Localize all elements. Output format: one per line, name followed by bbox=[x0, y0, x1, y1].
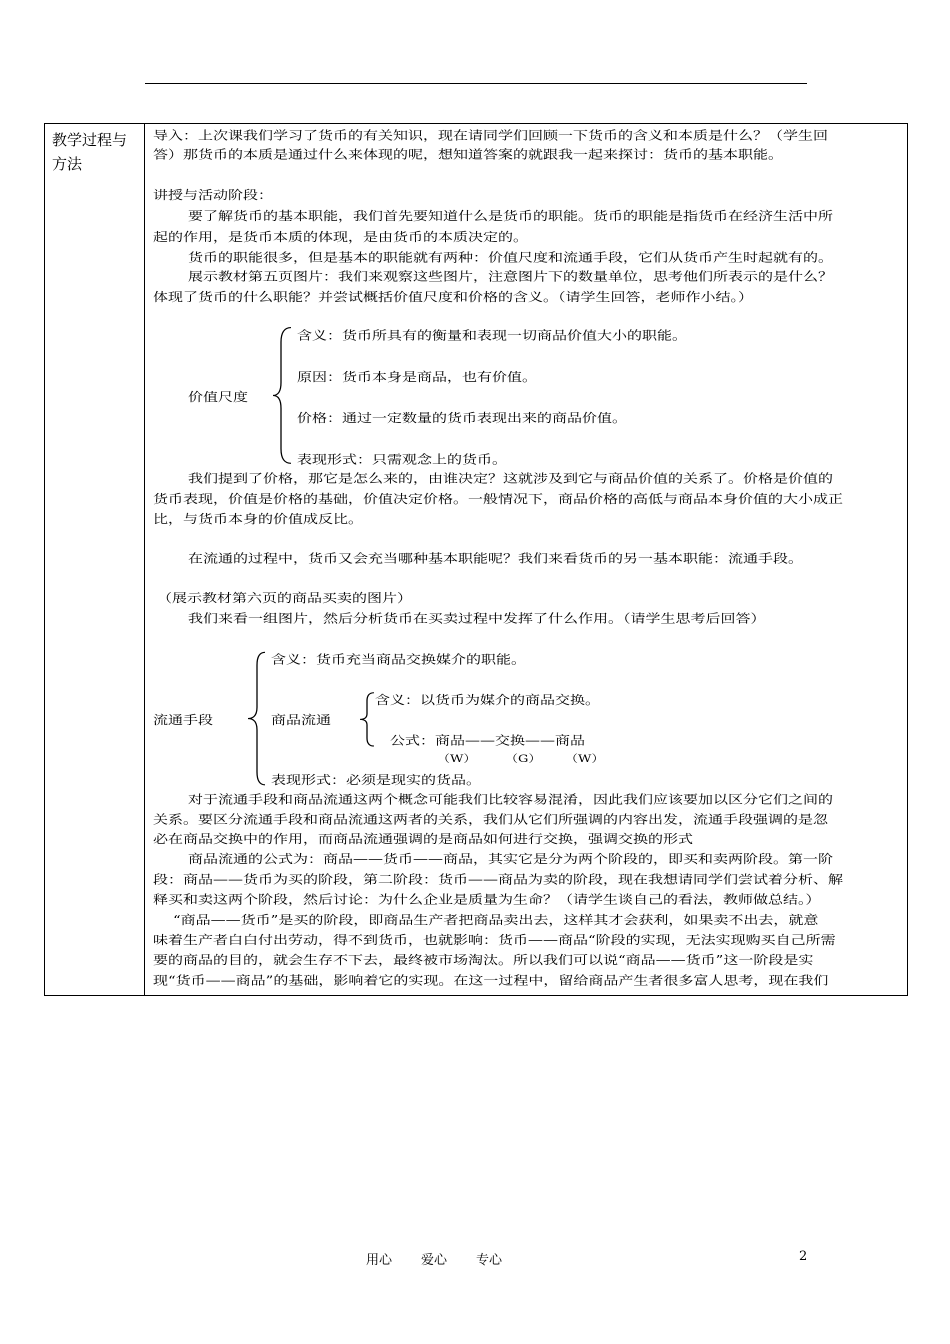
medium-brace bbox=[245, 651, 269, 787]
paragraph-10d: 现“货币——商品”的基础，影响着它的实现。在这一过程中，留给商品产生者很多富人思考，现在我们 bbox=[153, 973, 829, 988]
medium-label: 流通手段 bbox=[153, 712, 214, 728]
value-measure-form: 表现形式：只需观念上的货币。 bbox=[297, 451, 508, 467]
intro-line-1: 导入：上次课我们学习了货币的有关知识，现在请同学们回顾一下货币的含义和本质是什么？（学生回 bbox=[153, 128, 829, 143]
paragraph-4a: 我们提到了价格，那它是怎么来的，由谁决定？这就涉及到它与商品价值的关系了。价格是价值的 bbox=[188, 471, 834, 486]
formula-w-1: （W） bbox=[437, 753, 477, 766]
paragraph-10c: 要的商品的目的，就会生存不下去，最终被市场淘汰。所以我们可以说“商品——货币”这一阶段是实 bbox=[153, 952, 814, 968]
paragraph-8a: 对于流通手段和商品流通这两个概念可能我们比较容易混淆，因此我们应该要加以区分它们之间的 bbox=[188, 792, 834, 807]
paragraph-2: 货币的职能很多，但是基本的职能就有两种：价值尺度和流通手段，它们从货币产生时起就有的。 bbox=[188, 250, 834, 265]
page-number: 2 bbox=[799, 1249, 808, 1264]
paragraph-3a: 展示教材第五页图片：我们来观察这些图片，注意图片下的数量单位，思考他们所表示的是什么？ bbox=[188, 269, 834, 284]
row-label bbox=[52, 128, 138, 176]
paragraph-7: 我们来看一组图片，然后分析货币在买卖过程中发挥了什么作用。（请学生思考后回答） bbox=[188, 611, 766, 626]
paragraph-1b: 起的作用，是货币本质的体现，是由货币的本质决定的。 bbox=[153, 229, 529, 245]
paragraph-9a: 商品流通的公式为：商品——货币——商品，其实它是分为两个阶段的，即买和卖两阶段。第一阶 bbox=[188, 851, 834, 867]
formula-g: （G） bbox=[505, 753, 542, 766]
circulation-meaning: 含义：以货币为媒介的商品交换。 bbox=[375, 692, 601, 708]
paragraph-6: （展示教材第六页的商品买卖的图片） bbox=[157, 590, 413, 606]
paragraph-8b: 关系。要区分流通手段和商品流通这两者的关系，我们从它们所强调的内容出发，流通手段强调的是忽 bbox=[153, 812, 829, 827]
column-divider bbox=[144, 124, 145, 995]
intro-line-2: 答）那货币的本质是通过什么来体现的呢，想知道答案的就跟我一起来探讨：货币的基本职能。 bbox=[153, 147, 784, 162]
stage-heading: 讲授与活动阶段： bbox=[153, 187, 274, 203]
circulation-formula: 公式：商品——交换——商品 bbox=[390, 733, 586, 748]
row-label-line-2: 方法 bbox=[52, 155, 83, 173]
paragraph-4b: 货币表现，价值是价格的基础，价值决定价格。一般情况下，商品价格的高低与商品本身价值的大小成正 bbox=[153, 491, 844, 507]
medium-form: 表现形式：必须是现实的货品。 bbox=[271, 772, 482, 788]
footer-word-3: 专心 bbox=[476, 1253, 503, 1268]
paragraph-3b: 体现了货币的什么职能？并尝试概括价值尺度和价格的含义。（请学生回答，老师作小结。） bbox=[153, 289, 754, 305]
formula-w-2: （W） bbox=[565, 753, 605, 766]
footer-word-1: 用心 bbox=[366, 1253, 393, 1268]
value-measure-reason: 原因：货币本身是商品，也有价值。 bbox=[297, 369, 538, 385]
paragraph-9b: 段：商品——货币为买的阶段，第二阶段：货币——商品为卖的阶段，现在我想请同学们尝试着分析、解 bbox=[153, 872, 844, 887]
value-measure-label: 价值尺度 bbox=[188, 389, 249, 405]
paragraph-10a: “商品——货币”是买的阶段，即商品生产者把商品卖出去，这样其才会获利，如果卖不出去，就意 bbox=[173, 912, 819, 927]
value-measure-price: 价格：通过一定数量的货币表现出来的商品价值。 bbox=[297, 410, 628, 426]
value-measure-brace bbox=[269, 326, 295, 465]
circulation-label: 商品流通 bbox=[271, 712, 332, 728]
paragraph-1a: 要了解货币的基本职能，我们首先要知道什么是货币的职能。货币的职能是指货币在经济生活中所 bbox=[188, 208, 834, 224]
paragraph-10b: 味着生产者白白付出劳动，得不到货币，也就影响：货币——商品“阶段的实现，无法实现购买自己所需 bbox=[153, 932, 836, 948]
header-rule bbox=[145, 83, 807, 84]
lesson-table bbox=[44, 123, 908, 996]
paragraph-4c: 比，与货币本身的价值成反比。 bbox=[153, 511, 364, 527]
paragraph-9c: 释买和卖这两个阶段，然后讨论：为什么企业是质量为生命？（请学生谈自己的看法，教师做总结。） bbox=[153, 892, 821, 907]
lesson-content bbox=[153, 124, 905, 990]
circulation-brace bbox=[357, 691, 377, 748]
row-label-line-1: 教学过程与 bbox=[52, 131, 128, 149]
value-measure-meaning: 含义：货币所具有的衡量和表现一切商品价值大小的职能。 bbox=[297, 328, 688, 343]
paragraph-5: 在流通的过程中，货币又会充当哪种基本职能呢？我们来看货币的另一基本职能：流通手段。 bbox=[188, 551, 804, 566]
footer-word-2: 爱心 bbox=[421, 1253, 448, 1268]
medium-meaning: 含义：货币充当商品交换媒介的职能。 bbox=[271, 652, 527, 667]
paragraph-8c: 必在商品交换中的作用，而商品流通强调的是商品如何进行交换，强调交换的形式 bbox=[153, 831, 694, 847]
